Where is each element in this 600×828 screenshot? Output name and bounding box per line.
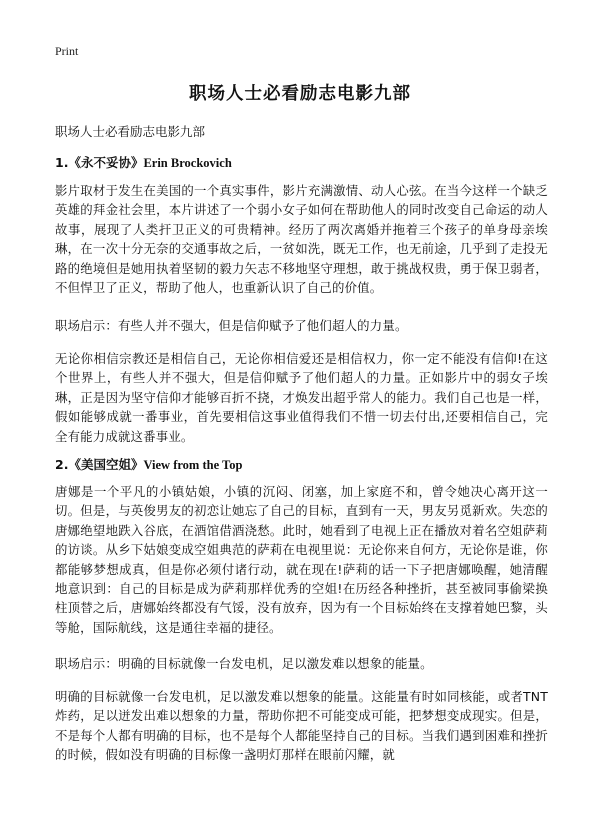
print-label: Print (55, 44, 79, 58)
section-1-heading-en: Erin Brockovich (143, 156, 232, 170)
section-2-commentary: 明确的目标就像一台发电机，足以激发难以想象的能量。这能量有时如同核能，或者TNT炸药，足以迸发出难以想象的力量，帮助你把不可能变成可能，把梦想变成现实。但是，不是每个人都有明确的目标，也不是每个人都能坚持自己的目标。当我们遇到困难和挫折的时候，假如没有明确的目标像一盏明灯那样在眼前闪耀，就 (55, 689, 548, 763)
section-1-heading (55, 153, 232, 171)
page-subtitle: 职场人士必看励志电影九部 (55, 124, 206, 139)
section-2-heading (55, 455, 242, 473)
section-2-insight: 职场启示：明确的目标就像一台发电机，足以激发难以想象的能量。 (55, 656, 433, 671)
section-1-heading-zh: 1.《永不妥协》 (55, 155, 144, 170)
page-title: 职场人士必看励志电影九部 (189, 84, 411, 104)
section-2-heading-en: View from the Top (143, 458, 243, 472)
section-1-body: 影片取材于发生在美国的一个真实事件，影片充满激情、动人心弦。在当今这样一个缺乏英雄的拜金社会里，本片讲述了一个弱小女子如何在帮助他人的同时改变自己命运的动人故事，展现了人类扞卫正义的可贵精神。经历了两次离婚并拖着三个孩子的单身母亲埃琳，在一次十分无奈的交通事故之后，一贫如洗，既无工作，也无前途，几乎到了走投无路的绝境但是她用执着坚韧的毅力矢志不移地坚守理想，敢于挑战权贵，勇于保卫弱者，不但悍卫了正义，帮助了他人，也重新认识了自己的价值。 (55, 183, 548, 296)
section-1-commentary: 无论你相信宗教还是相信自己，无论你相信爱还是相信权力，你一定不能没有信仰!在这个世界上，有些人并不强大，但是信仰赋予了他们超人的力量。正如影片中的弱女子埃琳，正是因为坚守信仰才能够百折不挠，才焕发出超乎常人的能力。我们自己也是一样，假如能够成就一番事业，首先要相信这事业值得我们不惜一切去付出,还要相信自己，完全有能力成就这番事业。 (55, 351, 548, 444)
section-2-heading-zh: 2.《美国空姐》 (55, 457, 144, 472)
section-1-insight: 职场启示：有些人并不强大，但是信仰赋予了他们超人的力量。 (55, 318, 408, 333)
section-2-body: 唐娜是一个平凡的小镇姑娘，小镇的沉闷、闭塞，加上家庭不和，曾令她决心离开这一切。但是，与英俊男友的初恋让她忘了自己的目标，直到有一天，男友另觅新欢。失恋的唐娜绝望地跌入谷底，在酒馆借酒浇愁。此时，她看到了电视上正在播放对着名空姐萨莉的访谈。从乡下姑娘变成空姐典范的萨莉在电视里说：无论你来自何方，无论你是谁，你都能够梦想成真，但是你必须付诸行动，就在现在!萨莉的话一下子把唐娜唤醒，她清醒地意识到：自己的目标是成为萨莉那样优秀的空姐!在历经各种挫折，甚至被同事偷梁换柱顶替之后，唐娜始终都没有气馁，没有放弃，因为有一个目标始终在支撑着她巴黎，头等舱，国际航线，这是通往幸福的捷径。 (55, 484, 548, 635)
